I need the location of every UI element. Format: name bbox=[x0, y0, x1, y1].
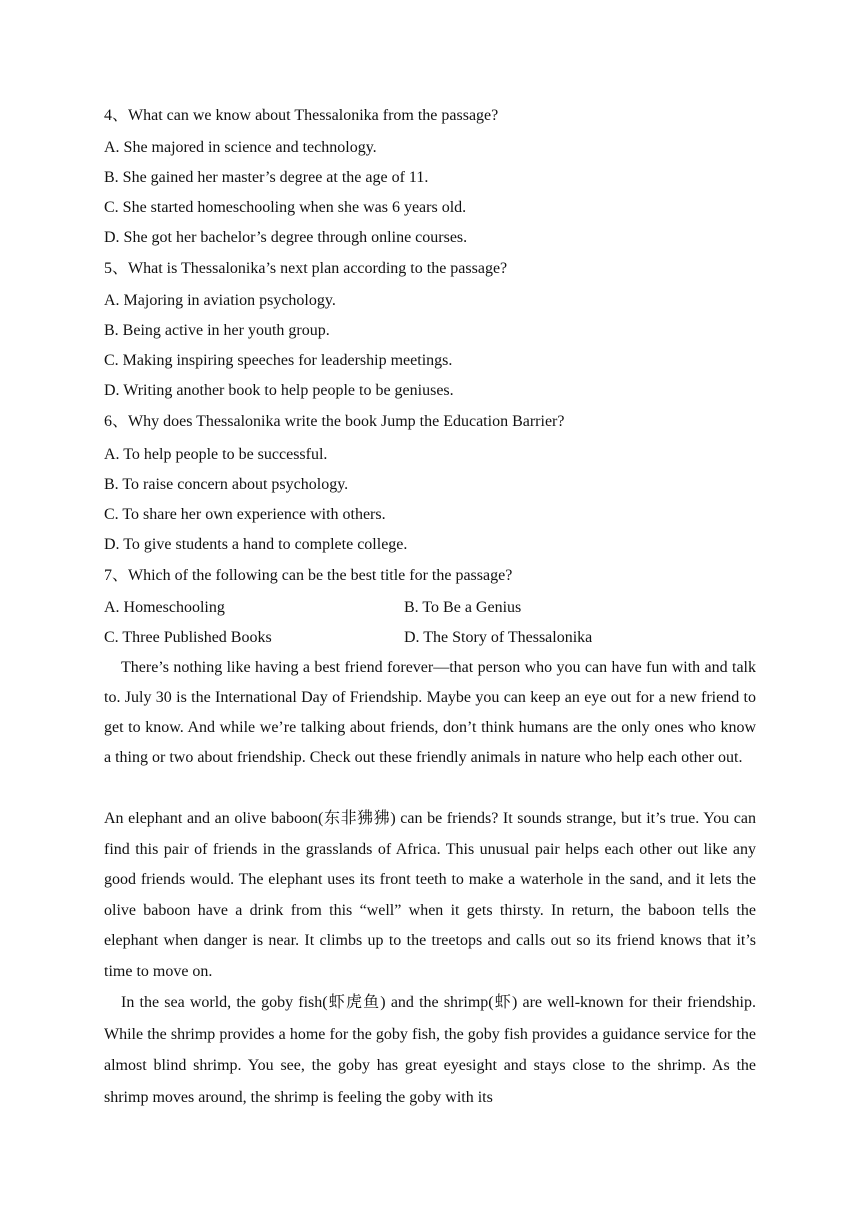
question-7-option-c: C. Three Published Books bbox=[104, 629, 272, 646]
question-4-option-a: A. She majored in science and technology. bbox=[104, 139, 377, 156]
question-6-option-b: B. To raise concern about psychology. bbox=[104, 476, 349, 493]
question-5-option-d: D. Writing another book to help people to be geniuses. bbox=[104, 382, 454, 399]
passage-paragraph-1: There’s nothing like having a best friend forever—that person who you can have fun with and talk to. July 30 is the International Day of Friendship. Maybe you can keep an eye out for a new friend to get to know. And while we’re talking about friends, don’t think humans are the only ones who know a thing or two about friendship. Check out these friendly animals in nature who help each other out. bbox=[104, 659, 756, 766]
question-4-stem: 4、What can we know about Thessalonika from the passage? bbox=[104, 107, 499, 124]
question-7-stem: 7、Which of the following can be the best title for the passage? bbox=[104, 567, 513, 584]
question-7-option-a: A. Homeschooling bbox=[104, 599, 225, 616]
question-6-option-d: D. To give students a hand to complete college. bbox=[104, 536, 408, 553]
question-6-option-c: C. To share her own experience with others. bbox=[104, 506, 386, 523]
question-5-option-b: B. Being active in her youth group. bbox=[104, 322, 330, 339]
question-7-option-d: D. The Story of Thessalonika bbox=[404, 629, 593, 646]
passage-paragraph-3: In the sea world, the goby fish(虾虎鱼) and the shrimp(虾) are well-known for their friendship. While the shrimp provides a home for the goby fish, the goby fish provides a guidance service for the almost blind shrimp. You see, the goby has great eyesight and stays close to the shrimp. As the shrimp moves around, the shrimp is feeling the goby with its bbox=[104, 994, 756, 1106]
question-6-option-a: A. To help people to be successful. bbox=[104, 446, 328, 463]
question-5-option-c: C. Making inspiring speeches for leadership meetings. bbox=[104, 352, 453, 369]
question-7-option-b: B. To Be a Genius bbox=[404, 599, 522, 616]
passage-paragraph-2: An elephant and an olive baboon(东非狒狒) can be friends? It sounds strange, but it’s true. You can find this pair of friends in the grasslands of Africa. This unusual pair helps each other out like any good friends would. The elephant uses its front teeth to make a waterhole in the sand, and it lets the olive baboon have a drink from this “well” when it gets thirsty. In return, the baboon tells the elephant when danger is near. It climbs up to the treetops and calls out so its friend knows that it’s time to move on. bbox=[104, 810, 756, 980]
question-4-option-c: C. She started homeschooling when she was 6 years old. bbox=[104, 199, 467, 216]
question-4-option-d: D. She got her bachelor’s degree through online courses. bbox=[104, 229, 468, 246]
question-5-stem: 5、What is Thessalonika’s next plan according to the passage? bbox=[104, 260, 508, 277]
question-4-option-b: B. She gained her master’s degree at the age of 11. bbox=[104, 169, 429, 186]
question-6-stem: 6、Why does Thessalonika write the book Jump the Education Barrier? bbox=[104, 413, 565, 430]
question-5-option-a: A. Majoring in aviation psychology. bbox=[104, 292, 336, 309]
